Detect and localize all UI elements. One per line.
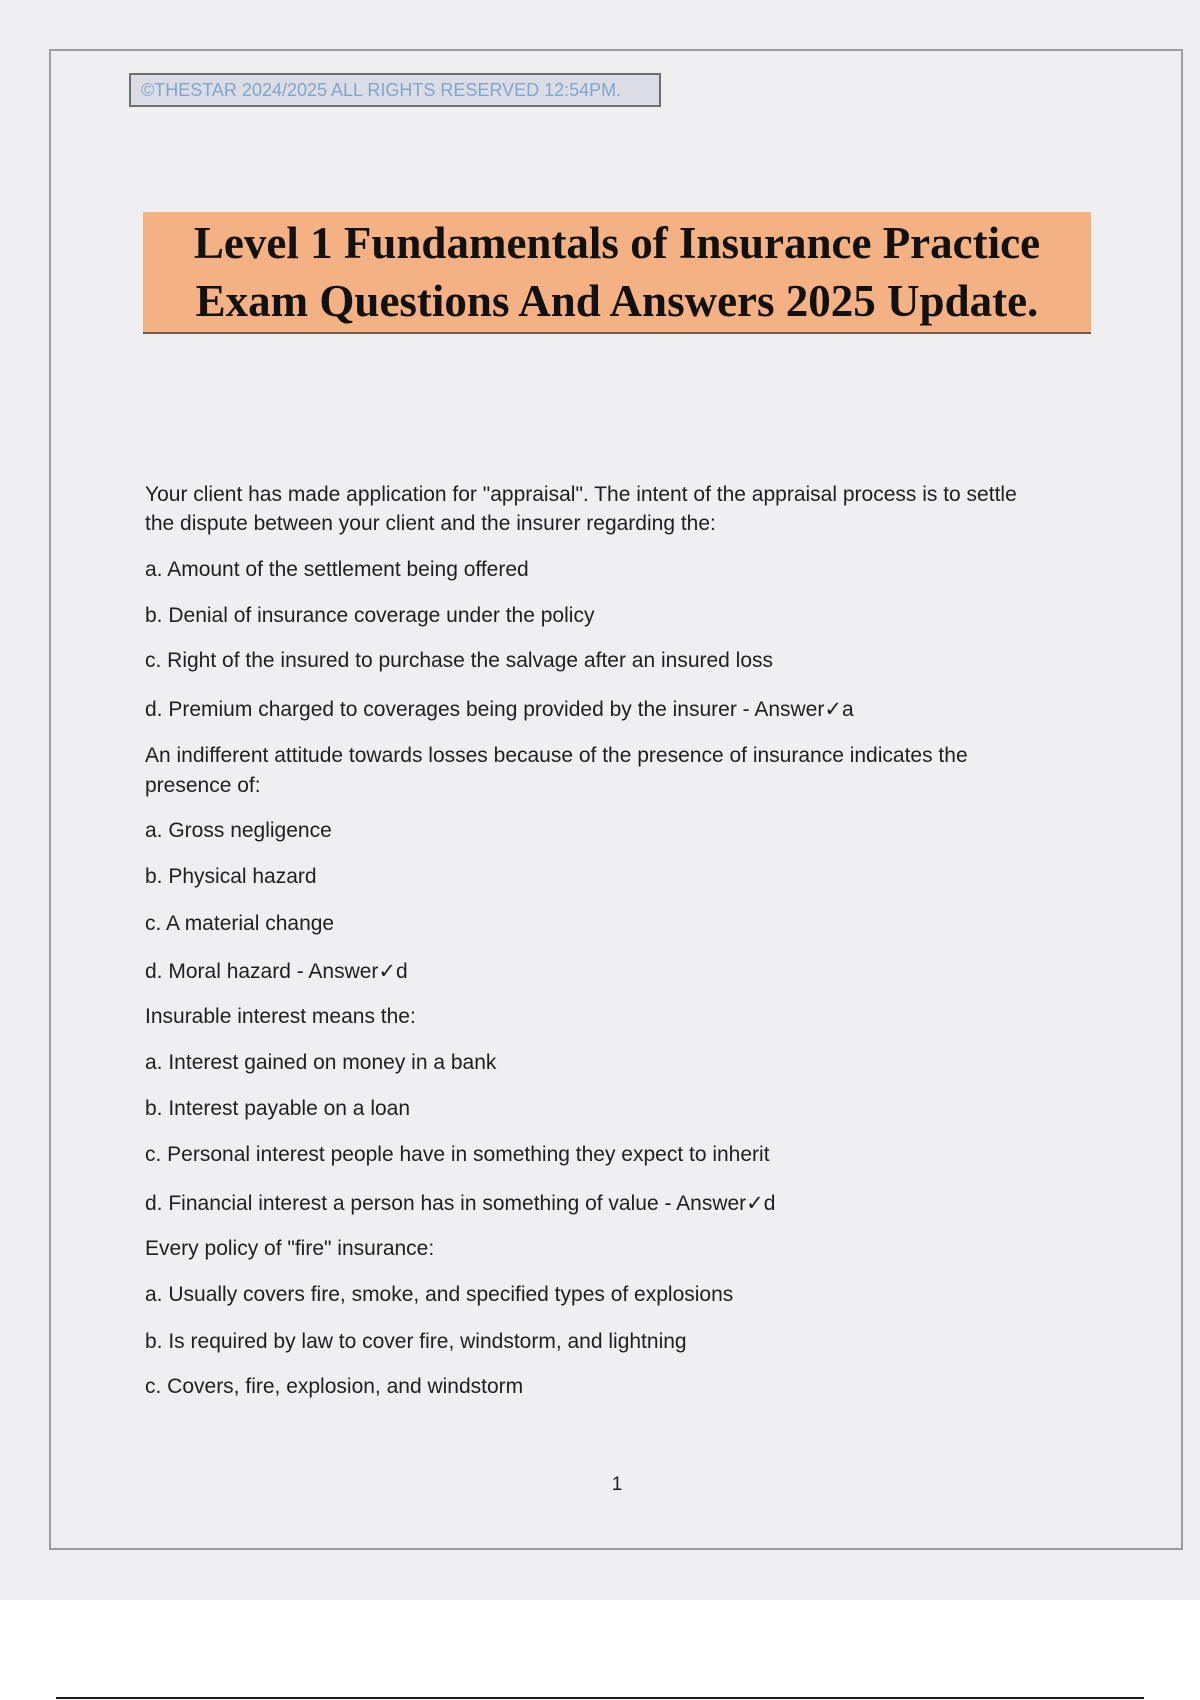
question-4-text-line-1: Every policy of "fire" insurance: — [145, 1237, 435, 1260]
title-line-1: Level 1 Fundamentals of Insurance Practice — [193, 218, 1041, 268]
bottom-divider — [56, 1697, 1144, 1699]
question-2-option-d-answer: d. Moral hazard - Answer✓d — [145, 960, 408, 983]
question-1-option-b: b. Denial of insurance coverage under the policy — [145, 604, 595, 627]
question-2-option-c: c. A material change — [145, 912, 335, 935]
question-2-option-b: b. Physical hazard — [145, 865, 317, 888]
question-3-option-d-answer: d. Financial interest a person has in something of value - Answer✓d — [145, 1192, 776, 1215]
question-3-option-c: c. Personal interest people have in something they expect to inherit — [145, 1143, 770, 1166]
question-4-option-c: c. Covers, fire, explosion, and windstorm — [145, 1375, 524, 1398]
question-1-option-a: a. Amount of the settlement being offered — [145, 558, 529, 581]
question-3-option-a: a. Interest gained on money in a bank — [145, 1051, 497, 1074]
question-1-text-line-1: Your client has made application for "appraisal". The intent of the appraisal process is to settle — [145, 483, 1017, 506]
question-3-option-b: b. Interest payable on a loan — [145, 1097, 411, 1120]
question-4-option-a: a. Usually covers fire, smoke, and specified types of explosions — [145, 1283, 734, 1306]
question-1-text-line-2: the dispute between your client and the insurer regarding the: — [145, 512, 716, 535]
question-1-option-d-answer: d. Premium charged to coverages being provided by the insurer - Answer✓a — [145, 698, 854, 721]
page-number: 1 — [611, 1474, 623, 1495]
question-2-text-line-1: An indifferent attitude towards losses because of the presence of insurance indicates the — [145, 744, 968, 767]
document-title — [143, 212, 1091, 334]
question-1-option-c: c. Right of the insured to purchase the salvage after an insured loss — [145, 649, 774, 672]
title-line-2: Exam Questions And Answers 2025 Update. — [195, 276, 1039, 326]
question-3-text-line-1: Insurable interest means the: — [145, 1005, 416, 1028]
question-2-text-line-2: presence of: — [145, 774, 261, 797]
question-4-option-b: b. Is required by law to cover fire, windstorm, and lightning — [145, 1330, 687, 1353]
copyright-banner: ©THESTAR 2024/2025 ALL RIGHTS RESERVED 12:54PM. — [129, 73, 661, 107]
question-2-option-a: a. Gross negligence — [145, 819, 332, 842]
